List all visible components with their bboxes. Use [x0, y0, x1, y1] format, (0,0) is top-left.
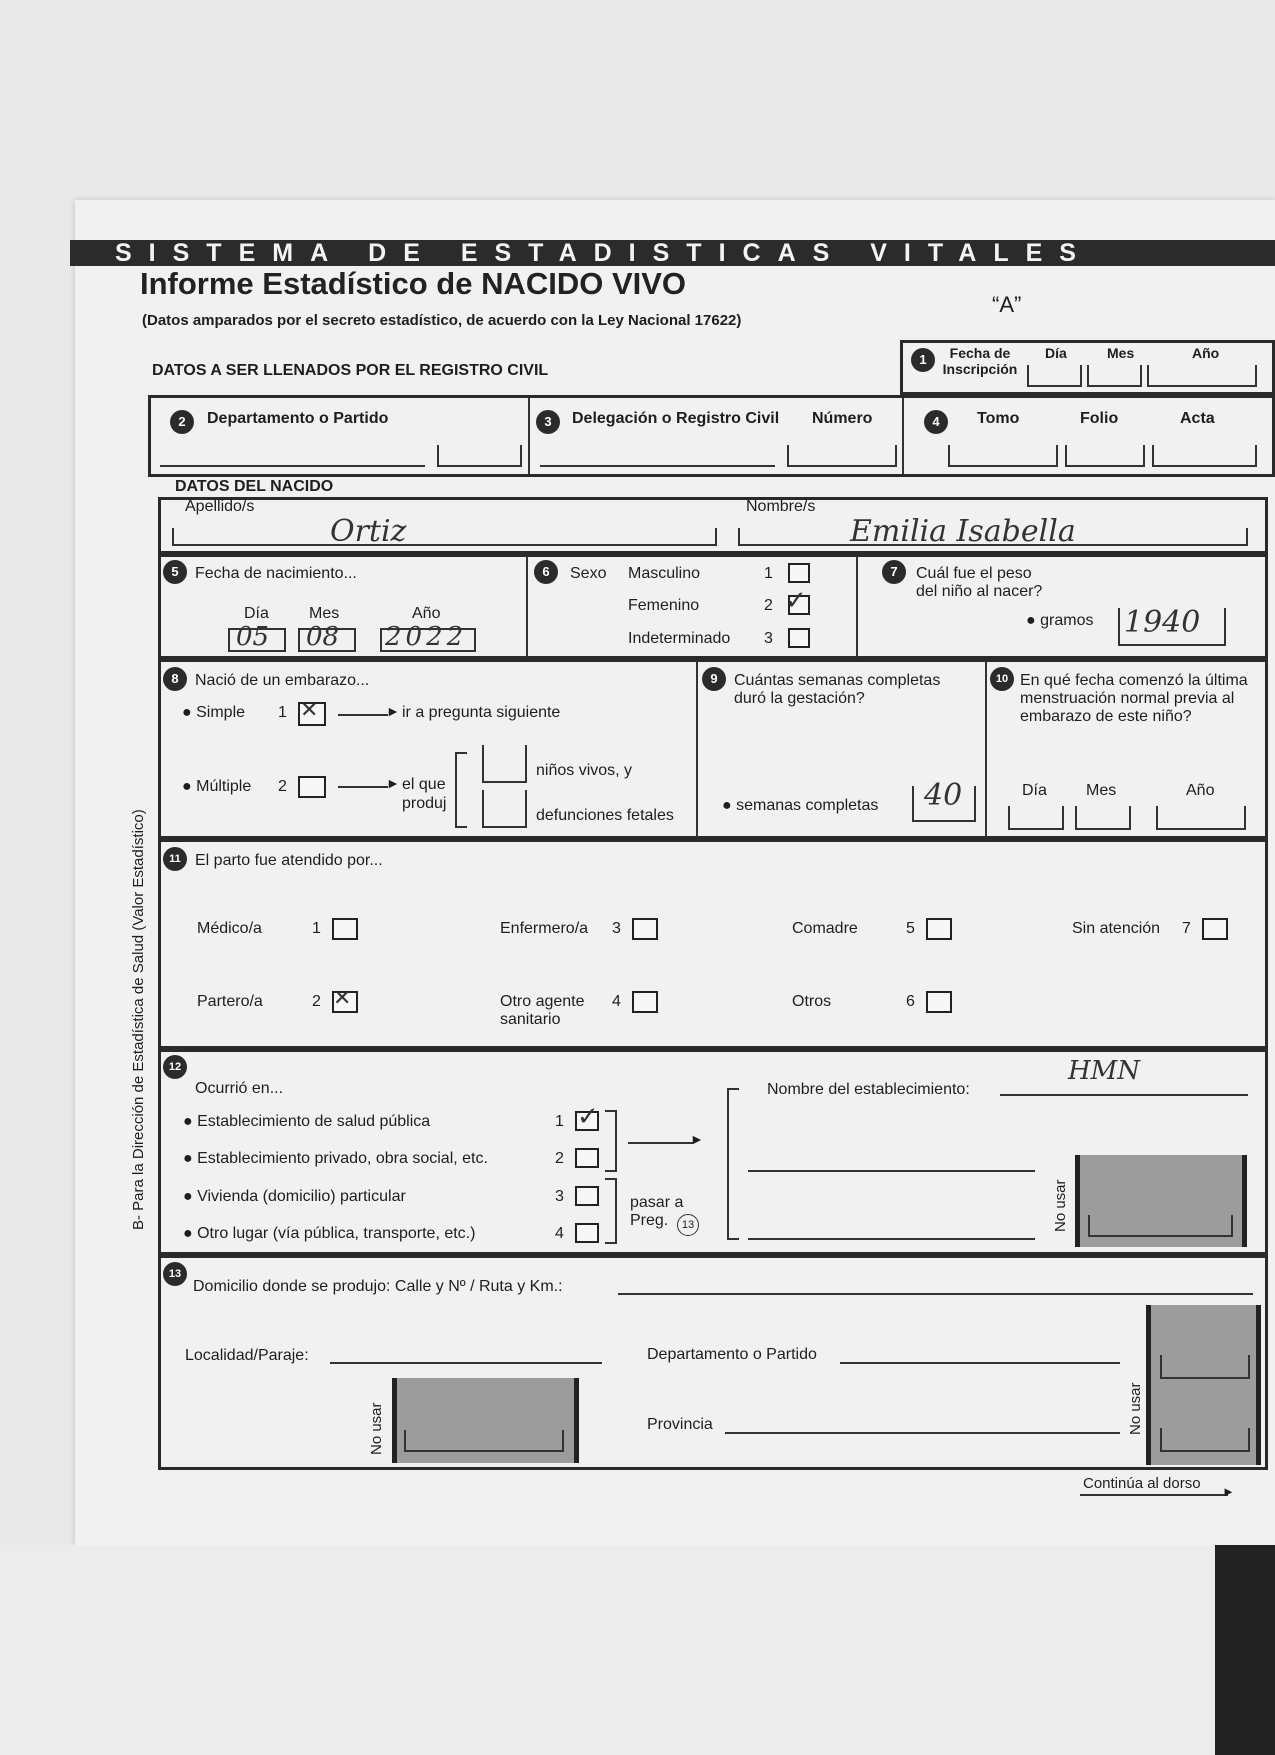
q6-number: 6	[534, 560, 558, 584]
check-mark-icon: ✓	[577, 1101, 599, 1131]
q5-anio-value: 2022	[385, 622, 468, 652]
q13-provincia: Provincia	[647, 1416, 713, 1433]
q12-preg: Preg.	[630, 1212, 669, 1229]
q3-numero-field[interactable]	[787, 445, 897, 467]
divider	[1242, 1155, 1247, 1247]
q12-pasar: pasar a	[630, 1194, 684, 1211]
q11-code-7: 7	[1182, 920, 1191, 937]
q11-sin-atencion: Sin atención	[1072, 920, 1161, 937]
continua-label: Continúa al dorso	[1083, 1475, 1201, 1492]
q12-code-1: 1	[555, 1113, 564, 1130]
q10-mes: Mes	[1086, 782, 1117, 799]
arrow-line	[338, 714, 388, 716]
q12-code-3: 3	[555, 1188, 564, 1205]
q12-nombre-label: Nombre del establecimiento:	[767, 1081, 970, 1098]
q11-code-2: 2	[312, 993, 321, 1010]
q13-number: 13	[163, 1262, 187, 1286]
q8-simple-code: 1	[278, 704, 287, 721]
q6-opt-indeterminado: Indeterminado	[628, 630, 731, 647]
q13-no-usar: No usar	[368, 1402, 385, 1455]
q6-code-1: 1	[764, 565, 773, 582]
q11-code-5: 5	[906, 920, 915, 937]
q10-label1: En qué fecha comenzó la última	[1020, 672, 1248, 689]
arrow-line	[628, 1142, 693, 1144]
q5-number: 5	[163, 560, 187, 584]
q11-enfermero: Enfermero/a	[500, 920, 589, 937]
form-title: Informe Estadístico de NACIDO VIVO	[140, 266, 687, 301]
q11-sanitario: sanitario	[500, 1011, 561, 1028]
bracket	[605, 1178, 617, 1244]
q8-defunciones-label: defunciones fetales	[536, 807, 674, 824]
divider	[1256, 1305, 1261, 1465]
arrow-line	[338, 786, 388, 788]
q11-otro-checkbox[interactable]	[632, 991, 658, 1013]
q12-opt-1: ● Establecimiento de salud pública	[183, 1113, 431, 1130]
q3-field[interactable]	[540, 465, 775, 467]
q12-label: Ocurrió en...	[195, 1080, 284, 1097]
q11-code-4: 4	[612, 993, 621, 1010]
q1-number: 1	[911, 348, 935, 372]
q10-label2: menstruación normal previa al	[1020, 690, 1235, 707]
q12-nombre-field[interactable]	[1000, 1094, 1248, 1096]
bracket	[605, 1110, 617, 1172]
q8-el-que: el que	[402, 776, 446, 793]
q1-anio: Año	[1192, 345, 1220, 361]
q4-folio: Folio	[1080, 410, 1119, 427]
q8-multiple: ● Múltiple	[182, 778, 252, 795]
q6-code-2: 2	[764, 597, 773, 614]
q8-produj: produj	[402, 795, 447, 812]
q11-otros-checkbox[interactable]	[926, 991, 952, 1013]
x-mark-icon: ✕	[300, 697, 319, 722]
nombre-label: Nombre/s	[746, 498, 816, 515]
q12-line-3[interactable]	[748, 1238, 1035, 1240]
q13-domicilio: Domicilio donde se produjo: Calle y Nº / Ruta y Km.:	[193, 1278, 563, 1295]
divider	[1146, 1305, 1151, 1465]
q7-number: 7	[882, 560, 906, 584]
q8-number: 8	[163, 667, 187, 691]
q10-dia: Día	[1022, 782, 1047, 799]
q6-code-3: 3	[764, 630, 773, 647]
form-code: “A”	[992, 292, 1022, 317]
q13-localidad-field[interactable]	[330, 1362, 602, 1364]
q11-comadre: Comadre	[792, 920, 858, 937]
nombre-field	[738, 528, 1248, 546]
q11-code-6: 6	[906, 993, 915, 1010]
q3-numero: Número	[812, 410, 873, 427]
q12-opt-3: ● Vivienda (domicilio) particular	[183, 1188, 406, 1205]
q12-no-usar-field	[1088, 1215, 1233, 1237]
q11-medico: Médico/a	[197, 920, 262, 937]
q8-multiple-checkbox[interactable]	[298, 776, 326, 798]
q5-mes: Mes	[309, 605, 340, 622]
q7-gramos: ● gramos	[1026, 612, 1094, 629]
x-mark-icon: ✕	[333, 985, 352, 1010]
q6-masculino-checkbox[interactable]	[788, 563, 810, 583]
divider	[856, 556, 858, 657]
q12-opt-4: ● Otro lugar (vía pública, transporte, etc.)	[183, 1225, 476, 1242]
nombre-value[interactable]: Emilia Isabella	[850, 514, 1076, 549]
q13-no-usar-2: No usar	[1127, 1382, 1144, 1435]
q11-medico-checkbox[interactable]	[332, 918, 358, 940]
q5-anio: Año	[412, 605, 441, 622]
q13-departamento-field[interactable]	[840, 1362, 1120, 1364]
q10-dia-field[interactable]	[1008, 806, 1064, 830]
divider	[392, 1378, 397, 1463]
q9-semanas-value: 40	[924, 778, 963, 813]
divider	[574, 1378, 579, 1463]
q9-number: 9	[702, 667, 726, 691]
q13-provincia-field[interactable]	[725, 1432, 1120, 1434]
q2-code-field[interactable]	[437, 445, 522, 467]
q4-tomo-field[interactable]	[948, 445, 1058, 467]
q7-label2: del niño al nacer?	[916, 583, 1043, 600]
divider	[696, 661, 698, 837]
q5-dia-value: 05	[236, 622, 270, 652]
divider	[1075, 1155, 1080, 1247]
divider	[985, 661, 987, 837]
q12-privado-checkbox[interactable]	[575, 1148, 599, 1168]
q12-vivienda-checkbox[interactable]	[575, 1186, 599, 1206]
q2-label: Departamento o Partido	[207, 410, 389, 427]
q11-box	[158, 839, 1268, 1049]
q1-dia: Día	[1045, 345, 1067, 361]
q12-line-2[interactable]	[748, 1170, 1035, 1172]
arrow-right-icon: ►	[386, 775, 400, 791]
q12-otro-checkbox[interactable]	[575, 1223, 599, 1243]
q11-enfermero-checkbox[interactable]	[632, 918, 658, 940]
divider	[902, 398, 904, 474]
scan-dark-edge	[1215, 1545, 1275, 1755]
banner: SISTEMA DE ESTADISTICAS VITALES	[70, 240, 1275, 266]
q13-localidad-code	[404, 1430, 564, 1452]
apellido-field	[172, 528, 717, 546]
q8-defunciones-field[interactable]	[482, 790, 527, 828]
q8-vivos-label: niños vivos, y	[536, 762, 633, 779]
nacido-heading: DATOS DEL NACIDO	[175, 478, 334, 495]
q5-mes-value: 08	[306, 622, 340, 652]
q12-code-2: 2	[555, 1150, 564, 1167]
q8-vivos-field[interactable]	[482, 745, 527, 783]
q1-mes: Mes	[1107, 345, 1135, 361]
q3-number: 3	[536, 410, 560, 434]
q6-opt-masculino: Masculino	[628, 565, 701, 582]
q12-no-usar: No usar	[1052, 1179, 1069, 1232]
q1-anio-field[interactable]	[1147, 365, 1257, 387]
q11-sin-checkbox[interactable]	[1202, 918, 1228, 940]
q10-anio: Año	[1186, 782, 1215, 799]
q4-acta-field[interactable]	[1152, 445, 1257, 467]
continua-arrow-line	[1080, 1494, 1228, 1496]
q4-number: 4	[924, 410, 948, 434]
q11-otro-agente: Otro agente	[500, 993, 585, 1010]
registro-heading: DATOS A SER LLENADOS POR EL REGISTRO CIVIL	[152, 362, 549, 379]
q10-label3: embarazo de este niño?	[1020, 708, 1192, 725]
q2-field[interactable]	[160, 465, 425, 467]
q11-label: El parto fue atendido por...	[195, 852, 383, 869]
q4-acta: Acta	[1180, 410, 1215, 427]
scan-background	[0, 1545, 1275, 1755]
q11-number: 11	[163, 847, 187, 871]
q13-departamento: Departamento o Partido	[647, 1346, 817, 1363]
q7-label1: Cuál fue el peso	[916, 565, 1032, 582]
arrow-right-icon: ►	[386, 703, 400, 719]
q6-label: Sexo	[570, 565, 607, 582]
form-subtitle: (Datos amparados por el secreto estadístico, de acuerdo con la Ley Nacional 17622)	[142, 312, 742, 329]
q1-mes-field[interactable]	[1087, 365, 1142, 387]
q9-label1: Cuántas semanas completas	[734, 672, 941, 689]
q5-label: Fecha de nacimiento...	[195, 565, 357, 582]
bracket	[455, 752, 467, 828]
q13-provincia-code	[1160, 1428, 1250, 1452]
divider	[526, 556, 528, 657]
side-text: B- Para la Dirección de Estadística de Salud (Valor Estadístico)	[130, 809, 147, 1230]
q10-anio-field[interactable]	[1156, 806, 1246, 830]
q12-preg-number: 13	[677, 1214, 699, 1236]
q12-code-4: 4	[555, 1225, 564, 1242]
q13-localidad: Localidad/Paraje:	[185, 1347, 309, 1364]
q9-label2: duró la gestación?	[734, 690, 865, 707]
q2-number: 2	[170, 410, 194, 434]
q6-opt-femenino: Femenino	[628, 597, 700, 614]
q11-code-3: 3	[612, 920, 621, 937]
q13-departamento-code	[1160, 1355, 1250, 1379]
check-mark-icon: ✓	[785, 585, 807, 615]
apellido-value[interactable]: Ortiz	[330, 514, 407, 549]
q10-mes-field[interactable]	[1075, 806, 1131, 830]
q7-peso-value: 1940	[1124, 605, 1201, 640]
q8-simple: ● Simple	[182, 704, 246, 721]
q1-label: Fecha de Inscripción	[942, 345, 1018, 377]
q13-domicilio-field[interactable]	[618, 1293, 1253, 1295]
q11-code-1: 1	[312, 920, 321, 937]
q11-partero: Partero/a	[197, 993, 263, 1010]
q8-multiple-code: 2	[278, 778, 287, 795]
q12-number: 12	[163, 1055, 187, 1079]
q12-nombre-value: HMN	[1068, 1056, 1141, 1086]
divider	[528, 398, 530, 474]
bracket	[727, 1088, 739, 1240]
q11-comadre-checkbox[interactable]	[926, 918, 952, 940]
q4-folio-field[interactable]	[1065, 445, 1145, 467]
q5-dia: Día	[244, 605, 269, 622]
q11-otros: Otros	[792, 993, 832, 1010]
apellido-label: Apellido/s	[185, 498, 255, 515]
q3-label: Delegación o Registro Civil	[572, 410, 780, 427]
arrow-right-icon: ►	[690, 1131, 704, 1147]
q6-indeterminado-checkbox[interactable]	[788, 628, 810, 648]
q1-dia-field[interactable]	[1027, 365, 1082, 387]
q4-tomo: Tomo	[977, 410, 1020, 427]
q12-opt-2: ● Establecimiento privado, obra social, etc.	[183, 1150, 488, 1167]
q8-label: Nació de un embarazo...	[195, 672, 370, 689]
q9-semanas: ● semanas completas	[722, 797, 879, 814]
q8-simple-next: ir a pregunta siguiente	[402, 704, 561, 721]
arrow-right-icon: ►	[1222, 1484, 1235, 1499]
q10-number: 10	[990, 667, 1014, 691]
